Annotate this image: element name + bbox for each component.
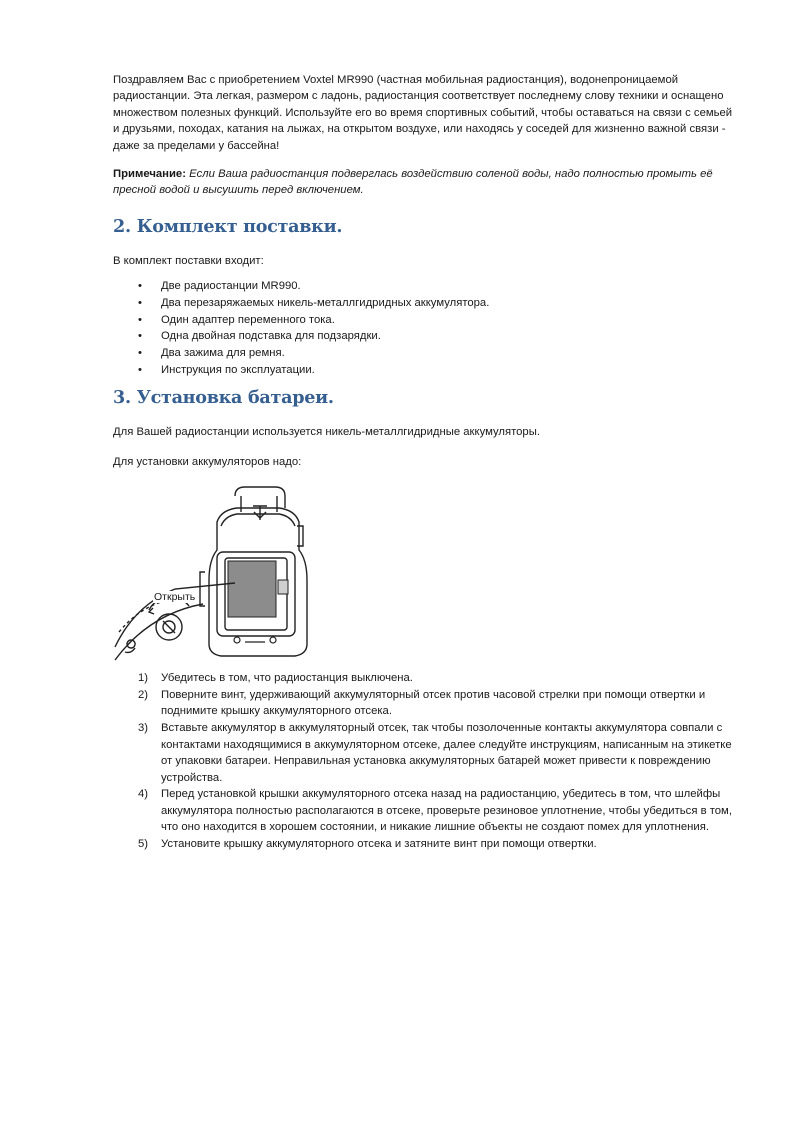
step-number: 3) [138,722,149,735]
list-item: 4) Перед установкой крышки аккумуляторного отсека назад на радиостанцию, убедитесь в том, что шлейфы аккумулятора полностью располагаются в отсеке, проверьте резиновое уплотнение, чтобы убедиться в том, что оно находится в хорошем состоянии, и никакие лишние объекты не создают помех для уплотнения. [138,788,732,834]
list-item: • Две радиостанции MR990. [113,278,738,295]
bullet: • [138,313,142,326]
bullet: • [138,330,142,343]
battery-installation-figure [113,482,313,662]
note-label: Примечание: [113,168,186,181]
note-text: Если Ваша радиостанция подверглась воздействию соленой воды, надо полностью промыть её пресной водой и высушить перед включением. [113,168,713,197]
section-3-paragraph: Для Вашей радиостанции используется никель-металлгидридные аккумуляторы. [113,426,540,439]
bullet: • [138,347,142,360]
step-number: 4) [138,788,149,801]
intro-paragraph: Поздравляем Вас с приобретением Voxtel MR990 (частная мобильная радиостанция), водонепроницаемой радиостанции. Эта легкая, размером с ладонь, радиостанция соответствует последнему слову техники и оснащено множеством полезных функций. Используйте его во время спортивных событий, чтобы оставаться на связи с семьей и друзьями, походах, катания на лыжах, на открытом воздухе, или находясь у соседей для жизненно важной связи - даже за пределами у бассейна! [113,74,733,152]
bullet: • [138,280,142,293]
list-item: 1) Убедитесь в том, что радиостанция выключена. [113,670,738,686]
step-number: 2) [138,689,149,702]
list-item: 2) Поверните винт, удерживающий аккумуляторный отсек против часовой стрелки при помощи отвертки и поднимите крышку аккумуляторного отсека. [138,689,706,718]
installation-steps-list [113,670,738,852]
document-page [113,72,738,853]
note-paragraph [113,166,738,199]
bullet: • [138,363,142,376]
section-3-heading: 3. Установка батареи. [113,387,334,409]
step-number: 1) [138,672,149,685]
radio-battery-illustration [113,482,313,662]
list-item: 3) Вставьте аккумулятор в аккумуляторный отсек, так чтобы позолоченные контакты аккумулятора совпали с контактами находящимися в аккумуляторном отсеке, далее следуйте инструкциям, написанным на этикетке от упаковки батареи. Неправильная установка аккумуляторных батарей может привести к повреждению устройства. [138,722,732,784]
figure-label-open: Открыть [154,591,196,604]
list-item: • Два перезаряжаемых никель-металлгидридных аккумулятора. [113,295,738,312]
kit-list [113,278,738,378]
section-2-heading: 2. Комплект поставки. [113,215,343,237]
list-item: • Один адаптер переменного тока. [113,312,738,329]
step-number: 5) [138,837,149,850]
section-2-lead: В комплект поставки входит: [113,254,264,267]
list-item: • Одна двойная подставка для подзарядки. [113,328,738,345]
list-item: • Инструкция по эксплуатации. [113,362,738,379]
list-item: 5) Установите крышку аккумуляторного отсека и затяните винт при помощи отвертки. [113,836,738,852]
bullet: • [138,296,142,309]
section-3-lead: Для установки аккумуляторов надо: [113,455,302,468]
list-item: • Два зажима для ремня. [113,345,738,362]
